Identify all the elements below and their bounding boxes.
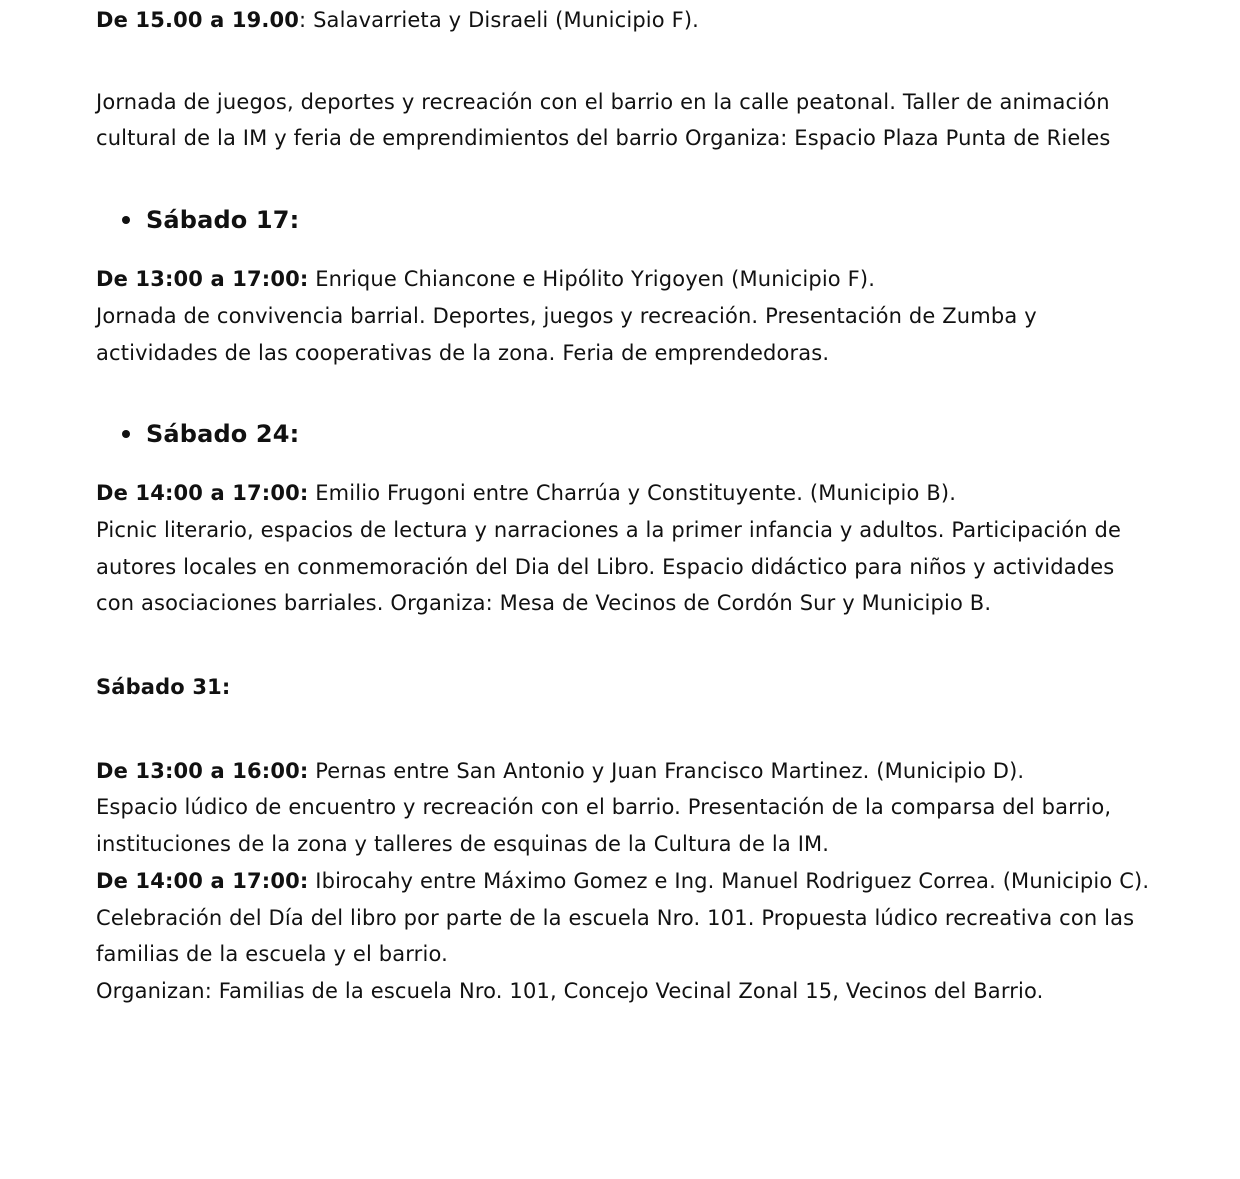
sab31-event1-description: Espacio lúdico de encuentro y recreación con el barrio. Presentación de la comparsa del barrio, instituciones de la zona y talleres de esquinas de la Cultura de la IM. — [96, 795, 1112, 857]
day-heading-sabado-31: Sábado 31: — [96, 675, 231, 700]
sab31-event2-place: Ibirocahy entre Máximo Gomez e Ing. Manuel Rodriguez Correa. (Municipio C). — [308, 868, 1150, 893]
sab31-event2-time: De 14:00 a 17:00: — [96, 868, 309, 893]
intro-time: De 15.00 a 19.00 — [96, 8, 300, 32]
article-body — [96, 0, 1156, 1010]
intro-schedule-line — [96, 0, 1156, 39]
sab17-time: De 13:00 a 17:00: — [96, 267, 309, 292]
intro-description: Jornada de juegos, deportes y recreación con el barrio en la calle peatonal. Taller de animación cultural de la IM y feria de emprendimientos del barrio Organiza: Espacio Plaza Punta de Rieles — [96, 89, 1111, 151]
day-heading-sabado-17 — [96, 205, 1156, 235]
day-heading-label: Sábado 17: — [146, 206, 300, 235]
intro-place: : Salavarrieta y Disraeli (Municipio F). — [299, 8, 700, 32]
sab31-event2-description: Celebración del Día del libro por parte de la escuela Nro. 101. Propuesta lúdico recreativa con las familias de la escuela y el barrio. — [96, 905, 1135, 967]
sab24-time: De 14:00 a 17:00: — [96, 481, 309, 506]
sab31-event1-schedule-line — [96, 753, 1156, 790]
sab31-event1-place: Pernas entre San Antonio y Juan Francisco Martinez. (Municipio D). — [308, 758, 1025, 783]
day-heading-label: Sábado 24: — [146, 420, 300, 449]
sab17-place: Enrique Chiancone e Hipólito Yrigoyen (Municipio F). — [308, 267, 876, 292]
sab24-schedule-line — [96, 475, 1156, 512]
day-heading-sabado-24 — [96, 419, 1156, 449]
bullet-icon — [122, 216, 130, 224]
sab31-event2-schedule-line — [96, 863, 1156, 900]
sab24-description: Picnic literario, espacios de lectura y narraciones a la primer infancia y adultos. Participación de autores locales en conmemoración del Dia del Libro. Espacio didáctico para niños y actividades con asociaciones barriales. Organiza: Mesa de Vecinos de Cordón Sur y Municipio B. — [96, 517, 1122, 616]
sab31-event2-organizers: Organizan: Familias de la escuela Nro. 101, Concejo Vecinal Zonal 15, Vecinos del Barrio. — [96, 978, 1044, 1003]
sab24-place: Emilio Frugoni entre Charrúa y Constituyente. (Municipio B). — [308, 481, 957, 506]
sab17-schedule-line — [96, 261, 1156, 298]
sab17-description: Jornada de convivencia barrial. Deportes, juegos y recreación. Presentación de Zumba y actividades de las cooperativas de la zona. Feria de emprendedoras. — [96, 303, 1037, 365]
bullet-icon — [122, 430, 130, 438]
sab31-event1-time: De 13:00 a 16:00: — [96, 758, 309, 783]
